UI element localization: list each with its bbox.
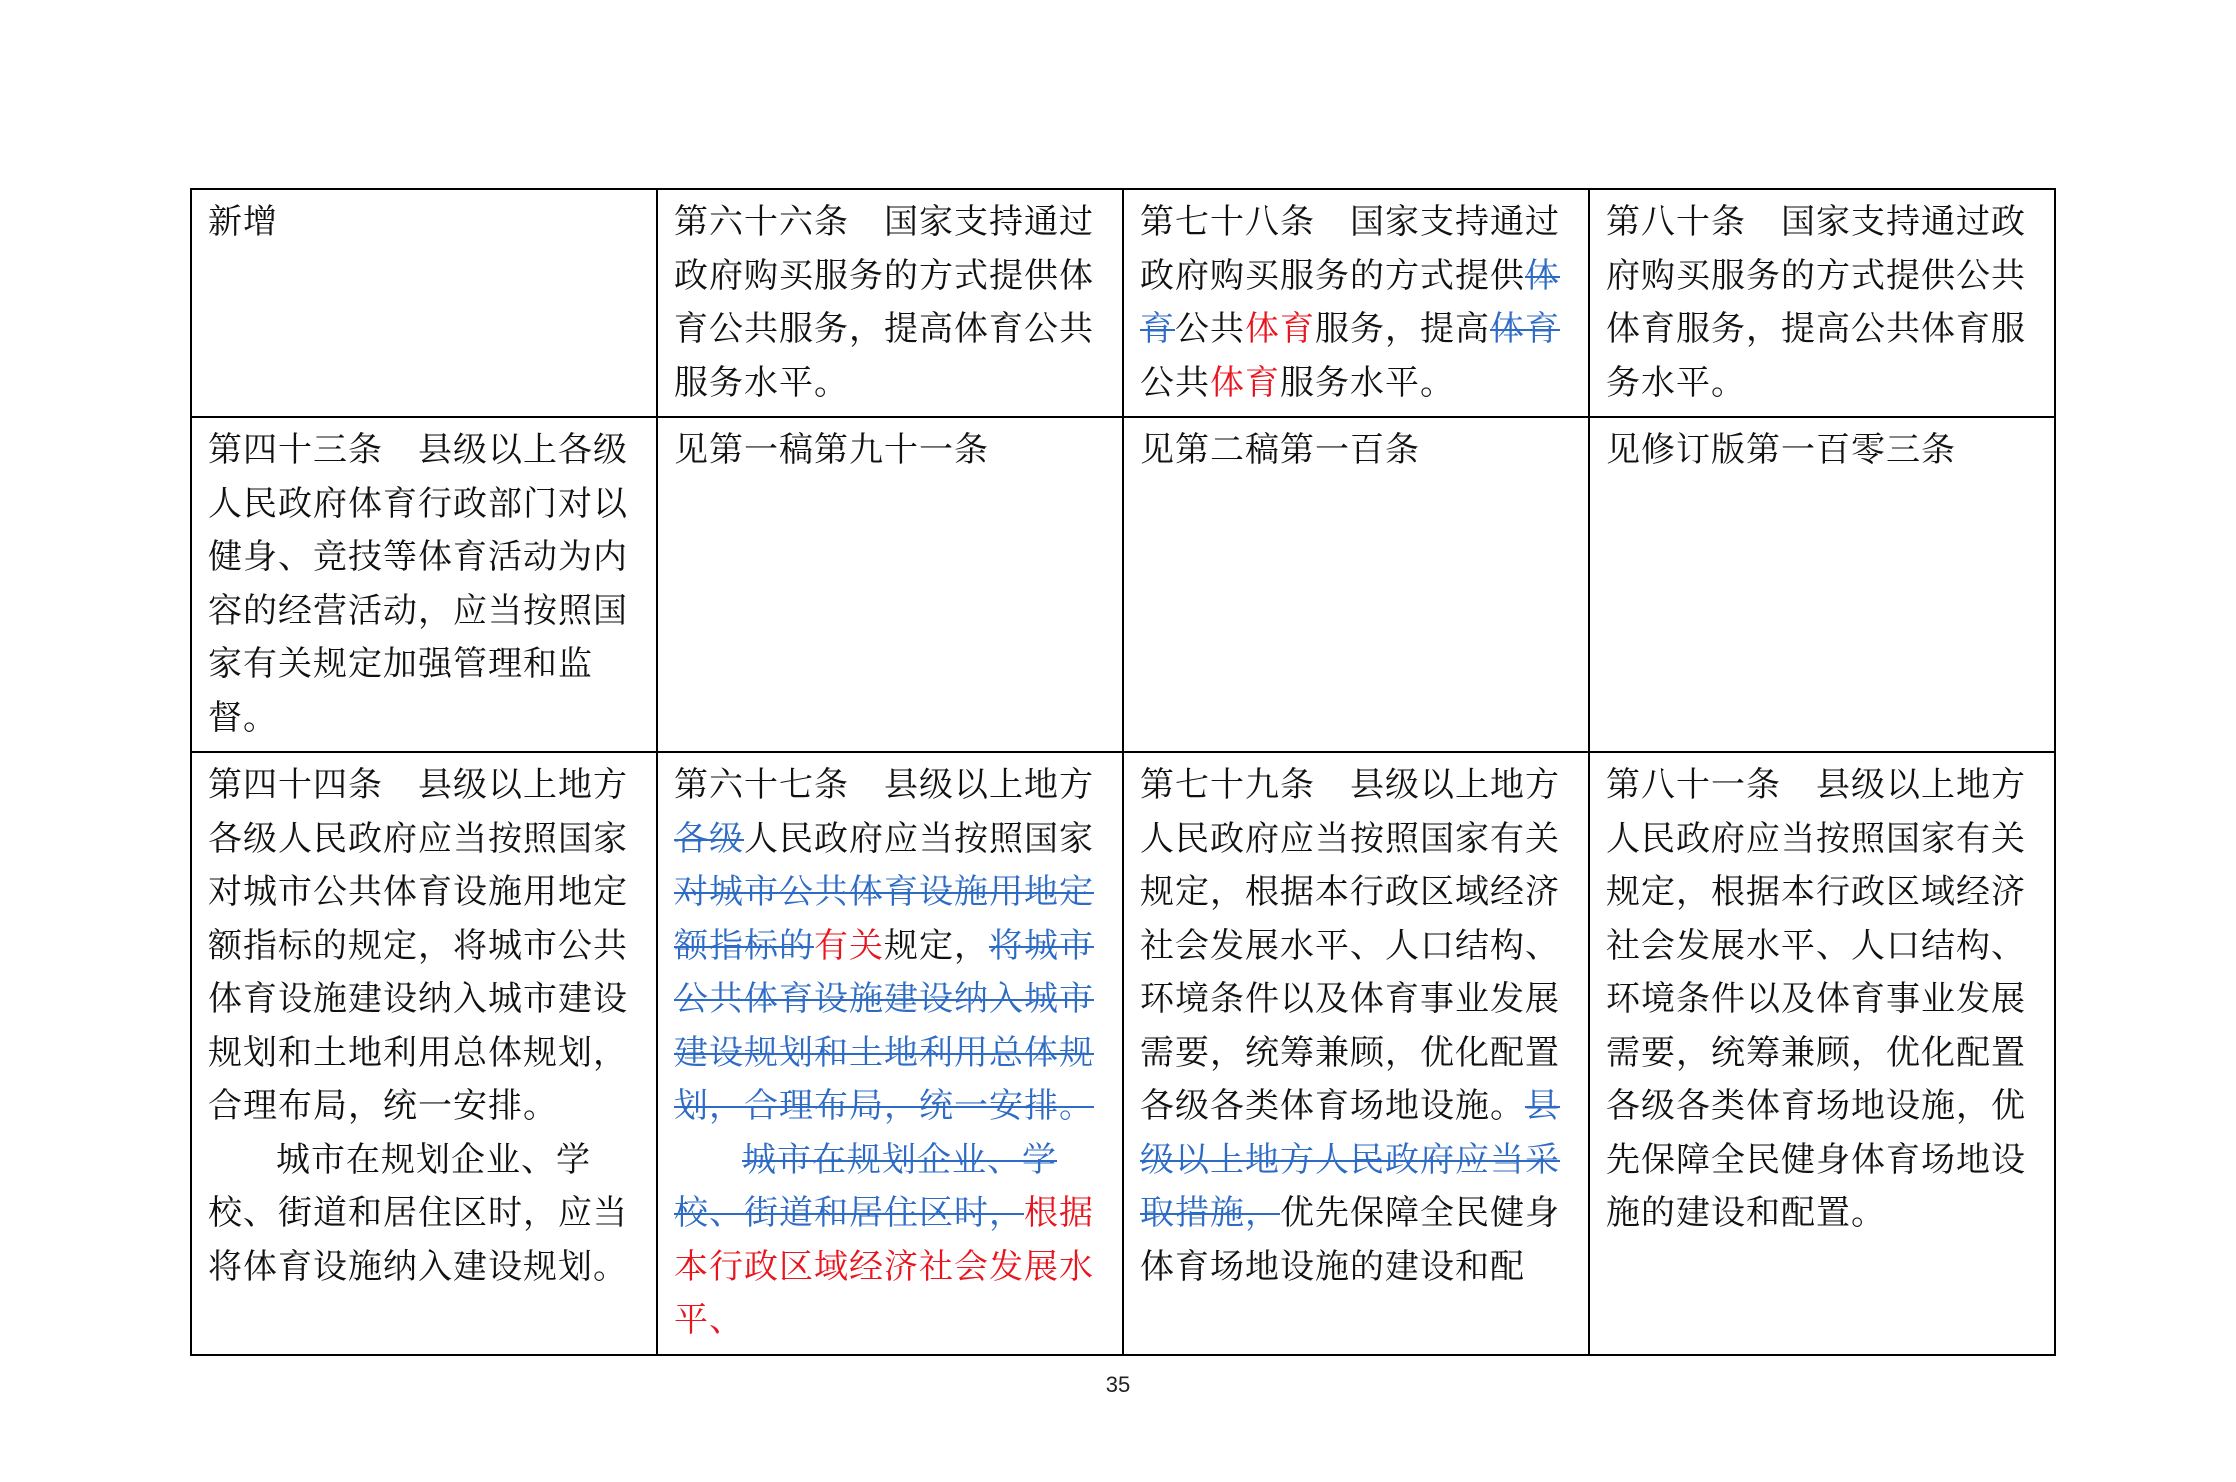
deleted-text: 将城市公共体育设施建设纳入城市建设规划和土地利用总体规划，合理布局，统一安排。: [674, 925, 1094, 1126]
cell-paragraph: [208, 1134, 644, 1295]
text-segment: 第八十一条 县级以上地方人民政府应当按照国家有关规定，根据本行政区域经济社会发展水平、人口结构、环境条件以及体育事业发展需要，统筹兼顾，优化配置各级各类体育场地设施，优先保障全民健身体育场地设施的建设和配置。: [1606, 765, 2026, 1233]
comparison-table: [190, 188, 2056, 1356]
cell-paragraph: [674, 1134, 1110, 1348]
deleted-text: 体育: [1490, 309, 1560, 349]
cell-paragraph: [1140, 196, 1576, 410]
table-row: [191, 189, 2055, 417]
text-segment: 服务，提高: [1315, 309, 1490, 349]
cell-paragraph: [1606, 759, 2042, 1241]
text-segment: 新增: [208, 202, 278, 242]
cell-paragraph: [1606, 424, 2042, 478]
cell-paragraph: [1140, 424, 1576, 478]
table-cell-col-3: [1123, 752, 1589, 1355]
text-segment: 见第二稿第一百条: [1140, 430, 1420, 470]
cell-paragraph: [1140, 759, 1576, 1294]
text-segment: 优先保障全民健身体育场地设施的建设和配: [1140, 1193, 1560, 1287]
text-segment: 公共: [1175, 309, 1245, 349]
table-cell-col-4: [1589, 189, 2055, 417]
text-segment: 第七十八条 国家支持通过政府购买服务的方式提供: [1140, 202, 1560, 296]
text-segment: 第四十四条 县级以上地方各级人民政府应当按照国家对城市公共体育设施用地定额指标的规定，将城市公共体育设施建设纳入城市建设规划和土地利用总体规划，合理布局，统一安排。: [208, 765, 628, 1126]
table-cell-col-4: [1589, 417, 2055, 752]
deleted-text: 县级以上地方人民政府应当采取措施，: [1140, 1086, 1560, 1233]
inserted-text: 根据本行政区域经济社会发展水平、: [674, 1193, 1094, 1340]
inserted-text: 有关: [814, 925, 884, 966]
cell-paragraph: [1606, 196, 2042, 410]
inserted-text: 体育: [1210, 362, 1280, 403]
table-cell-col-2: [657, 417, 1123, 752]
text-segment: 第八十条 国家支持通过政府购买服务的方式提供公共体育服务，提高公共体育服务水平。: [1606, 202, 2026, 403]
table-cell-col-3: [1123, 189, 1589, 417]
deleted-text: 对城市公共体育设施用地定额指标的: [674, 872, 1094, 966]
deleted-text: 体育: [1140, 255, 1560, 349]
cell-paragraph: [208, 196, 644, 250]
table-row: [191, 417, 2055, 752]
table-cell-col-1: [191, 752, 657, 1355]
table-cell-col-1: [191, 189, 657, 417]
text-segment: 见第一稿第九十一条: [674, 430, 989, 470]
text-segment: 第六十六条 国家支持通过政府购买服务的方式提供体育公共服务，提高体育公共服务水平。: [674, 202, 1094, 403]
cell-paragraph: [674, 759, 1110, 1134]
deleted-text: 城市在规划企业、学校、街道和居住区时，: [674, 1139, 1057, 1233]
table-cell-col-3: [1123, 417, 1589, 752]
inserted-text: 体育: [1245, 309, 1315, 349]
text-segment: 见修订版第一百零三条: [1606, 430, 1956, 470]
text-segment: 规定，: [884, 925, 989, 966]
cell-paragraph: [208, 759, 644, 1134]
text-segment: 服务水平。: [1280, 362, 1455, 403]
table-cell-col-2: [657, 752, 1123, 1355]
table-cell-col-4: [1589, 752, 2055, 1355]
deleted-text: 各级: [674, 818, 744, 859]
text-segment: 第六十七条 县级以上地方: [674, 765, 1094, 805]
text-segment: 公共: [1140, 362, 1210, 403]
cell-paragraph: [674, 424, 1110, 478]
text-segment: 第四十三条 县级以上各级人民政府体育行政部门对以健身、竞技等体育活动为内容的经营活动，应当按照国家有关规定加强管理和监督。: [208, 430, 628, 738]
cell-paragraph: [674, 196, 1110, 410]
table-row: [191, 752, 2055, 1355]
table-cell-col-1: [191, 417, 657, 752]
cell-paragraph: [208, 424, 644, 745]
page-number: 35: [1105, 1372, 1131, 1397]
text-segment: 人民政府应当按照国家: [744, 818, 1094, 859]
table-body: [191, 189, 2055, 1355]
text-segment: 城市在规划企业、学校、街道和居住区时，应当将体育设施纳入建设规划。: [208, 1139, 628, 1287]
table-cell-col-2: [657, 189, 1123, 417]
text-segment: 第七十九条 县级以上地方人民政府应当按照国家有关规定，根据本行政区域经济社会发展水平、人口结构、环境条件以及体育事业发展需要，统筹兼顾，优化配置各级各类体育场地设施。: [1140, 765, 1560, 1126]
